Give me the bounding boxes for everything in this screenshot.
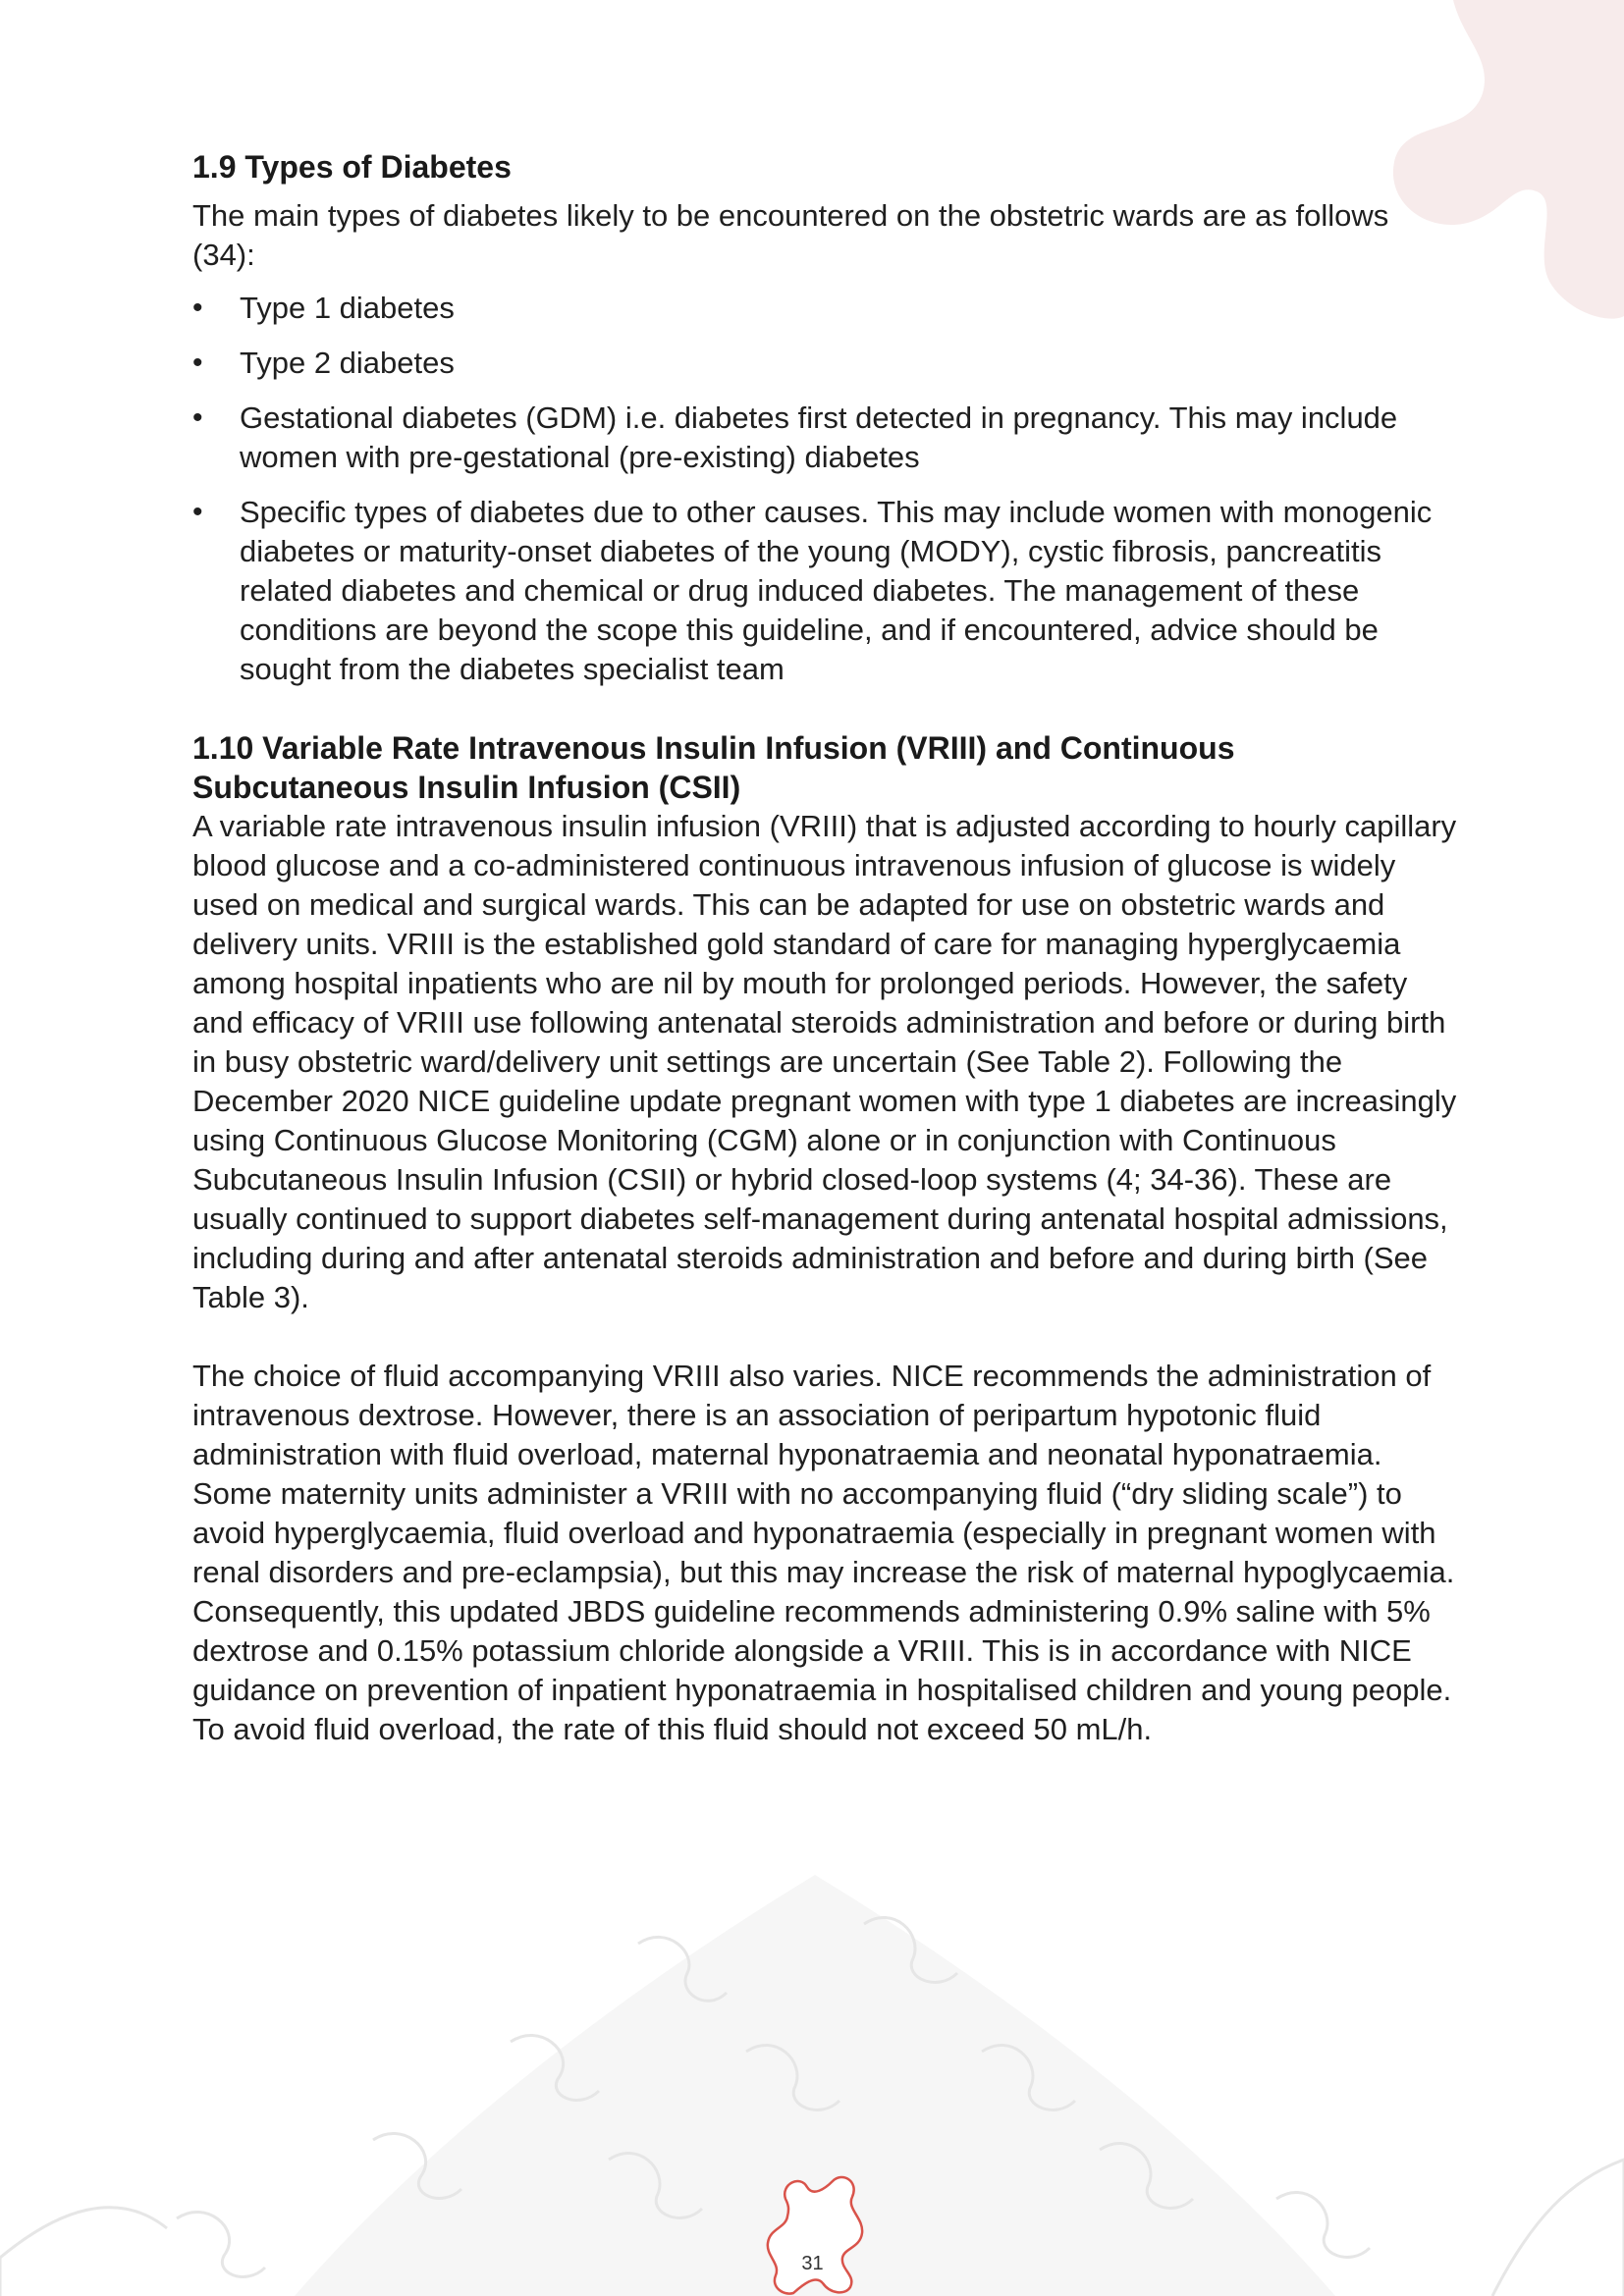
bullet-icon: • [192,401,203,434]
body-paragraph: The choice of fluid accompanying VRIII also varies. NICE recommends the administration of intravenous dextrose. However, there is an association of peripartum hypotonic fluid administration with fluid overload, maternal hyponatraemia and neonatal hyponatraemia. Some maternity units administer a VRIII with no accompanying fluid (“dry sliding scale”) to avoid hyperglycaemia, fluid overload and hyponatraemia (especially in pregnant women with renal disorders and pre-eclampsia), but this may increase the risk of maternal hypoglycaemia. Consequently, this updated JBDS guideline recommends administering 0.9% saline with 5% dextrose and 0.15% potassium chloride alongside a VRIII. This is in accordance with NICE guidance on prevention of inpatient hyponatraemia in hospitalised children and young people. To avoid fluid overload, the rate of this fluid should not exceed 50 mL/h. [192,1359,1455,1746]
section-vriii-csii [192,728,1459,1749]
bullet-icon: • [192,496,203,528]
section-heading: 1.10 Variable Rate Intravenous Insulin Infusion (VRIII) and Continuous Subcutaneous Insulin Infusion (CSII) [192,730,1235,805]
bullet-icon: • [192,292,203,324]
section-heading: 1.9 Types of Diabetes [192,149,512,185]
document-body [192,147,1459,1749]
bullet-icon: • [192,347,203,379]
page-number: 31 [801,2253,824,2274]
list-item [192,344,1459,383]
list-item-text: Type 1 diabetes [240,291,455,325]
diabetes-type-list [192,289,1459,689]
list-item-text: Type 2 diabetes [240,346,455,380]
list-item-text: Gestational diabetes (GDM) i.e. diabetes first detected in pregnancy. This may include women with pre-gestational (pre-existing) diabetes [240,400,1398,474]
list-item [192,399,1459,477]
intro-paragraph: The main types of diabetes likely to be encountered on the obstetric wards are as follows (34): [192,198,1389,272]
body-paragraph: A variable rate intravenous insulin infusion (VRIII) that is adjusted according to hourly capillary blood glucose and a co-administered continuous intravenous infusion of glucose is widely used on medical and surgical wards. This can be adapted for use on obstetric wards and delivery units. VRIII is the established gold standard of care for managing hyperglycaemia among hospital inpatients who are nil by mouth for prolonged periods. However, the safety and efficacy of VRIII use following antenatal steroids administration and before or during birth in busy obstetric ward/delivery unit settings are uncertain (See Table 2). Following the December 2020 NICE guideline update pregnant women with type 1 diabetes are increasingly using Continuous Glucose Monitoring (CGM) alone or in conjunction with Continuous Subcutaneous Insulin Infusion (CSII) or hybrid closed-loop systems (4; 34-36). These are usually continued to support diabetes self-management during antenatal hospital admissions, including during and after antenatal steroids administration and before and during birth (See Table 3). [192,809,1457,1314]
list-item-text: Specific types of diabetes due to other causes. This may include women with monogenic diabetes or maturity-onset diabetes of the young (MODY), cystic fibrosis, pancreatitis related diabetes and chemical or drug induced diabetes. The management of these conditions are beyond the scope this guideline, and if encountered, advice should be sought from the diabetes specialist team [240,495,1433,686]
section-types-of-diabetes [192,147,1459,689]
list-item [192,289,1459,328]
list-item [192,493,1459,689]
